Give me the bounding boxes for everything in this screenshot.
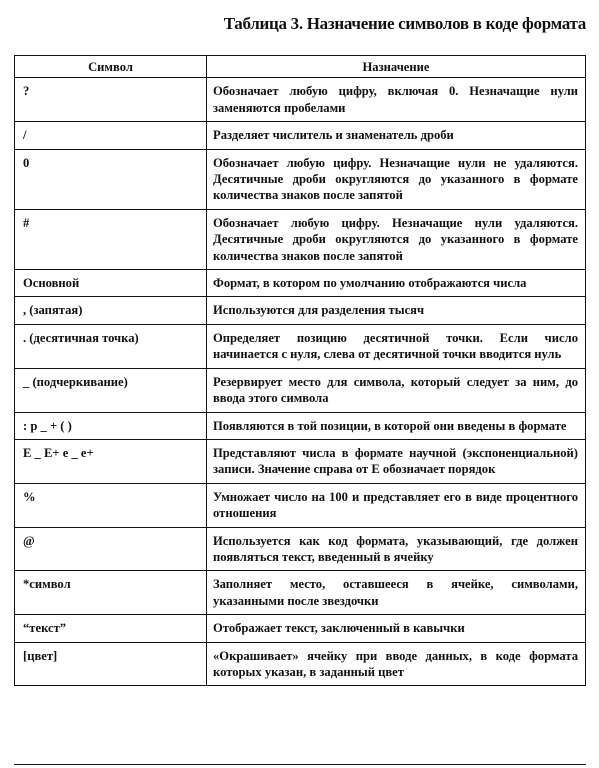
table-row [15,483,586,527]
description-cell: Резервирует место для символа, который следует за ним, до ввода этого символа [207,368,586,412]
table-row [15,571,586,615]
symbol-cell: # [15,209,207,269]
description-cell: Отображает текст, заключенный в кавычки [207,615,586,642]
format-symbols-table [14,55,586,686]
table-row [15,368,586,412]
description-cell: Разделяет числитель и знаменатель дроби [207,122,586,149]
symbol-cell: [цвет] [15,642,207,686]
table-row [15,642,586,686]
table-bottom-rule [14,764,586,765]
description-cell: Используются для разделения тысяч [207,297,586,324]
description-cell: Определяет позицию десятичной точки. Если число начинается с нуля, слева от десятичной точки вводится нуль [207,324,586,368]
symbol-cell: “текст” [15,615,207,642]
table-row [15,615,586,642]
table-row [15,78,586,122]
table-title: Таблица 3. Назначение символов в коде формата [223,14,586,33]
table-row [15,412,586,439]
column-header-purpose: Назначение [207,56,586,78]
symbol-cell: @ [15,527,207,571]
symbol-cell: _ (подчеркивание) [15,368,207,412]
symbol-cell: : р _ + ( ) [15,412,207,439]
symbol-cell: / [15,122,207,149]
description-cell: Используется как код формата, указывающий, где должен появляться текст, введенный в ячейку [207,527,586,571]
column-header-symbol: Символ [15,56,207,78]
table-header-row [15,56,586,78]
table-row [15,149,586,209]
description-cell: Обозначает любую цифру, включая 0. Незначащие нули заменяются пробелами [207,78,586,122]
symbol-cell: Основной [15,270,207,297]
table-row [15,297,586,324]
description-cell: Появляются в той позиции, в которой они введены в формате [207,412,586,439]
symbol-cell: *символ [15,571,207,615]
description-cell: Формат, в котором по умолчанию отображаются числа [207,270,586,297]
description-cell: Умножает число на 100 и представляет его в виде процентного отношения [207,483,586,527]
table-row [15,439,586,483]
description-cell: Заполняет место, оставшееся в ячейке, символами, указанными после звездочки [207,571,586,615]
description-cell: Обозначает любую цифру. Незначащие нули удаляются. Десятичные дроби округляются до указанного в формате количества знаков после запятой [207,209,586,269]
description-cell: Представляют числа в формате научной (экспоненциальной) записи. Значение справа от Е обозначает порядок [207,439,586,483]
symbol-cell: . (десятичная точка) [15,324,207,368]
symbol-cell: % [15,483,207,527]
table-row [15,270,586,297]
symbol-cell: Е _ Е+ е _ е+ [15,439,207,483]
symbol-cell: ? [15,78,207,122]
table-row [15,122,586,149]
table-row [15,324,586,368]
table-row [15,527,586,571]
symbol-cell: 0 [15,149,207,209]
table-row [15,209,586,269]
symbol-cell: , (запятая) [15,297,207,324]
description-cell: «Окрашивает» ячейку при вводе данных, в коде формата которых указан, в заданный цвет [207,642,586,686]
description-cell: Обозначает любую цифру. Незначащие нули не удаляются. Десятичные дроби округляются до указанного в формате количества знаков после запятой [207,149,586,209]
